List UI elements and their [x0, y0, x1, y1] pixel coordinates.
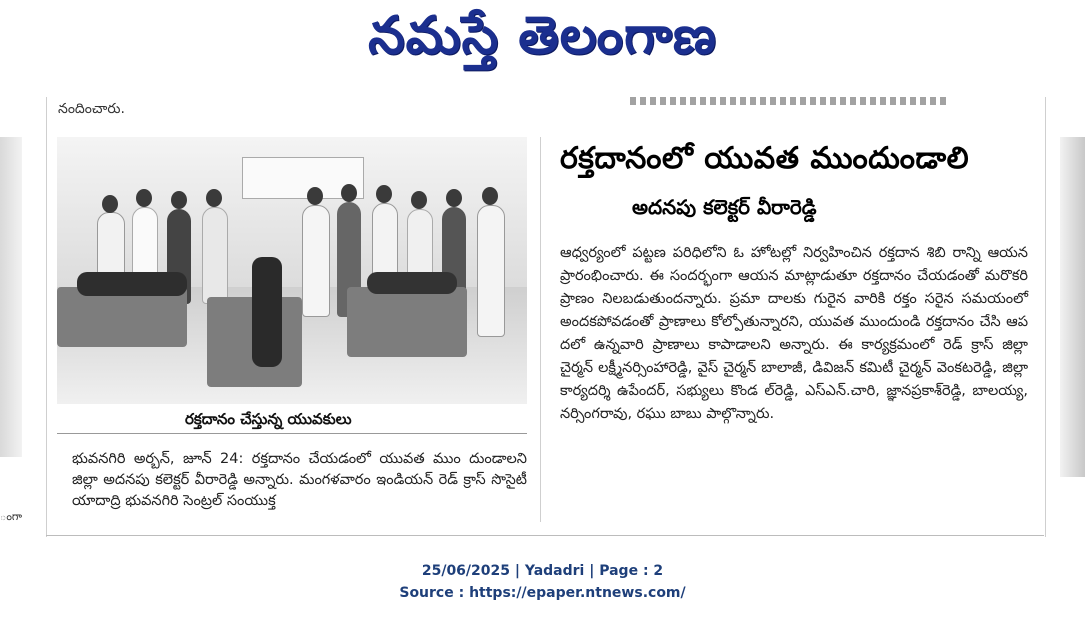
adjacent-text-left: ంగా — [0, 510, 23, 523]
article-body-right: ఆధ్వర్యంలో పట్టణ పరిధిలోని ఓ హోటల్లో నిర్వహించిన రక్తదాన శిబి రాన్ని ఆయన ప్రారంభించారు. ఈ సందర్భంగా ఆయన మాట్లాడుతూ రక్తదానం చేయడంతో మరొకరి ప్రాణం నిలబడుతుందన్నారు. ప్రమా దాలకు గురైన వారికి రక్తం సరైన సమయంలో అందకపోవడంతో ప్రాణాలు కోల్పోతున్నారని, యువత ముందుండి రక్తదానం చేసి ఆప దలో ఉన్నవారి ప్రాణాలు కాపాడాలని అన్నారు. ఈ కార్యక్రమంలో రెడ్ క్రాస్ జిల్లా చైర్మన్ లక్ష్మీనర్సింహారెడ్డి, వైస్ చైర్మన్ బాలాజీ, డివిజన్ కమిటీ చైర్మన్ వెంకటరెడ్డి, జిల్లా కార్యదర్శి ఉపేందర్, సభ్యులు కొండ ల్‌రెడ్డి, ఎస్ఎన్.చారి, జ్ఞానప్రకాశ్‌రెడ్డి, బాలయ్య, నర్సింగరావు, రఘు బాబు పాల్గొన్నారు. — [560, 245, 1028, 422]
masthead — [0, 0, 1085, 95]
article-photo — [57, 137, 527, 404]
column-divider — [540, 137, 541, 522]
bottom-rule — [46, 535, 1044, 536]
adjacent-article-right — [1060, 137, 1085, 477]
page-footer — [0, 560, 1085, 604]
article-subheadline: అదనపు కలెక్టర్ వీరారెడ్డి — [632, 195, 817, 219]
source-link[interactable]: Source : https://epaper.ntnews.com/ — [399, 585, 686, 601]
article-body-left: భువనగిరి అర్బన్, జూన్ 24: రక్తదానం చేయడంలో యువత ముం దుండాలని జిల్లా అదనపు కలెక్టర్ వీరారెడ్డి అన్నారు. మంగళవారం ఇండియన్ రెడ్ క్రాస్ సొసైటీ యాదాద్రి భువనగిరి సెంట్రల్ సంయుక్త — [72, 451, 527, 509]
article-headline: రక్తదానంలో యువత ముందుండాలి — [560, 141, 970, 176]
previous-article-fragment: నందించారు. — [58, 101, 125, 117]
newspaper-title: నమస్తే తెలంగాణ — [368, 6, 717, 66]
adjacent-article-left — [0, 137, 22, 457]
edition-info: 25/06/2025 | Yadadri | Page : 2 — [421, 563, 664, 579]
photo-caption: రక్తదానం చేస్తున్న యువకులు — [185, 410, 352, 428]
newspaper-clipping — [0, 97, 1085, 537]
cut-text-fragment — [630, 97, 948, 105]
caption-divider — [57, 433, 527, 434]
